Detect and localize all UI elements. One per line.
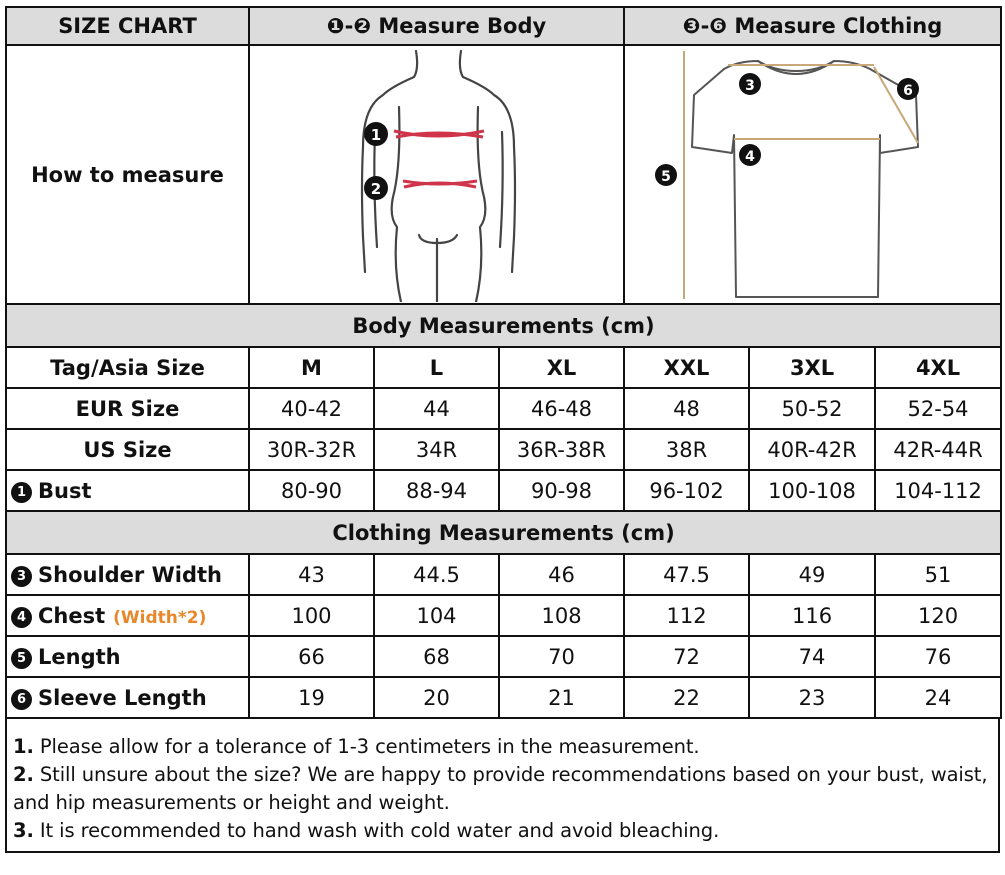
table-cell: 90-98 [499,470,624,511]
table-cell: 21 [499,677,624,718]
note-number: 3. [13,819,34,842]
note-number: 1. [13,735,34,758]
size-cell: 4XL [875,347,1001,388]
note-text: Please allow for a tolerance of 1-3 centimeters in the measurement. [39,735,700,758]
table-cell: 20 [374,677,499,718]
badge-5-icon: 5 [11,648,32,669]
table-cell: 112 [624,595,749,636]
table-row [6,554,1001,595]
table-cell: 30R-32R [249,429,374,470]
svg-text:1: 1 [370,126,381,144]
table-cell: 74 [749,636,875,677]
size-cell: 3XL [749,347,875,388]
table-cell: 36R-38R [499,429,624,470]
chart-title: SIZE CHART [6,7,249,45]
marker-1-icon [364,122,388,146]
table-row [6,429,1001,470]
table-cell: 108 [499,595,624,636]
marker-4-icon [739,144,761,166]
table-cell: 19 [249,677,374,718]
size-chart-table [5,6,1002,719]
size-cell: XXL [624,347,749,388]
table-cell: 49 [749,554,875,595]
table-cell: 43 [249,554,374,595]
table-cell: 42R-44R [875,429,1001,470]
body-figure-cell [249,45,624,304]
note-text: It is recommended to hand wash with cold water and avoid bleaching. [39,819,720,842]
table-cell: 23 [749,677,875,718]
table-row [6,470,1001,511]
table-row [6,677,1001,718]
svg-text:2: 2 [370,180,381,198]
bust-label-text: Bust [38,478,92,503]
table-cell: 72 [624,636,749,677]
note-item [13,733,998,761]
size-chart-page [5,6,1000,871]
sleeve-guide-line [874,67,918,143]
marker-5-icon [655,164,677,186]
table-cell: 24 [875,677,1001,718]
shoulder-width-label-text: Shoulder Width [38,562,222,587]
clothing-section-title: Clothing Measurements (cm) [6,511,1001,554]
marker-6-icon [897,78,919,100]
table-row [6,636,1001,677]
chest-width-note: (Width*2) [113,607,207,628]
table-row [6,595,1001,636]
length-label [6,636,249,677]
table-cell: 46-48 [499,388,624,429]
size-header-row [6,347,1001,388]
tshirt-figure [626,47,1000,302]
table-row [6,388,1001,429]
bust-label [6,470,249,511]
table-cell: 38R [624,429,749,470]
table-cell: 47.5 [624,554,749,595]
clothing-section-row [6,511,1001,554]
shoulder-width-label [6,554,249,595]
table-cell: 120 [875,595,1001,636]
chart-header-row [6,7,1001,45]
table-cell: 44.5 [374,554,499,595]
marker-2-icon [364,176,388,200]
us-size-label: US Size [6,429,249,470]
shirt-figure-cell [624,45,1001,304]
length-label-text: Length [38,644,121,669]
notes-box [5,719,1000,853]
size-cell: M [249,347,374,388]
table-cell: 100-108 [749,470,875,511]
table-cell: 96-102 [624,470,749,511]
table-cell: 52-54 [875,388,1001,429]
body-section-title: Body Measurements (cm) [6,304,1001,347]
table-cell: 22 [624,677,749,718]
table-cell: 46 [499,554,624,595]
table-cell: 51 [875,554,1001,595]
measure-body-header: ❶-❷ Measure Body [249,7,624,45]
svg-text:6: 6 [902,83,913,99]
sleeve-length-label [6,677,249,718]
table-cell: 70 [499,636,624,677]
how-to-measure-row [6,45,1001,304]
size-cell: XL [499,347,624,388]
badge-3-icon: 3 [11,566,32,587]
table-cell: 80-90 [249,470,374,511]
table-cell: 88-94 [374,470,499,511]
table-cell: 48 [624,388,749,429]
table-cell: 116 [749,595,875,636]
table-cell: 76 [875,636,1001,677]
note-number: 2. [13,763,34,786]
table-cell: 40-42 [249,388,374,429]
badge-4-icon: 4 [11,607,32,628]
marker-3-icon [739,73,761,95]
body-silhouette-figure [251,47,623,302]
chest-label-text: Chest [38,603,106,628]
table-cell: 44 [374,388,499,429]
svg-text:4: 4 [744,149,755,165]
svg-text:5: 5 [660,169,671,185]
table-cell: 104-112 [875,470,1001,511]
tshirt-outline [692,61,918,297]
size-row-label: Tag/Asia Size [6,347,249,388]
measure-clothing-header: ❸-❻ Measure Clothing [624,7,1001,45]
body-section-row [6,304,1001,347]
sleeve-length-label-text: Sleeve Length [38,685,207,710]
eur-size-label: EUR Size [6,388,249,429]
note-text: Still unsure about the size? We are happy to provide recommendations based on your bust, waist, and hip measurements or height and weight. [13,763,988,814]
how-to-measure-label: How to measure [6,45,249,304]
badge-1-icon: 1 [11,482,32,503]
table-cell: 104 [374,595,499,636]
table-cell: 68 [374,636,499,677]
chest-label [6,595,249,636]
size-cell: L [374,347,499,388]
badge-6-icon: 6 [11,689,32,710]
table-cell: 40R-42R [749,429,875,470]
table-cell: 50-52 [749,388,875,429]
note-item [13,761,998,817]
svg-text:3: 3 [744,78,755,94]
note-item [13,817,998,845]
table-cell: 66 [249,636,374,677]
table-cell: 100 [249,595,374,636]
table-cell: 34R [374,429,499,470]
